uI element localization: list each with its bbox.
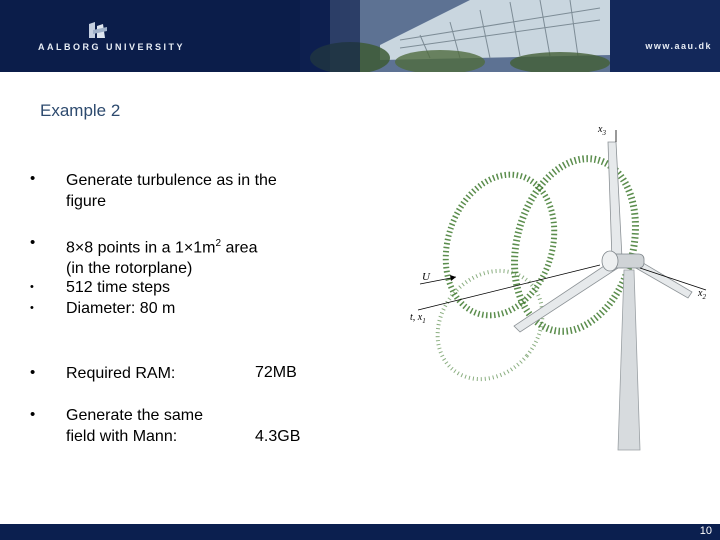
mann-value: 4.3GB (255, 428, 301, 445)
turbine-blade-up (608, 142, 622, 260)
bullet-4-marker: • (30, 302, 34, 314)
label-x3: $x_3$ (598, 124, 606, 137)
university-name: AALBORG UNIVERSITY (38, 42, 186, 52)
slide-title: Example 2 (40, 101, 121, 120)
turbine-tower (618, 270, 640, 450)
footer-bar (0, 524, 720, 540)
wind-turbine-figure (400, 120, 716, 455)
bullet-6-text: Generate the same field with Mann: (66, 407, 203, 445)
site-url: www.aau.dk (645, 41, 712, 51)
ram-value: 72MB (255, 364, 297, 381)
bullet-2-text: 8×8 points in a $1\times 1m^2$ area (in the rotorplane) (66, 238, 258, 278)
university-logo-icon (87, 22, 109, 40)
turbine-hub (602, 251, 618, 271)
bullet-1-text: Generate turbulence as in the figure (66, 172, 277, 210)
bullet-5-marker: • (30, 364, 36, 381)
label-t-x1: t, $x_1$ (410, 312, 426, 325)
bullet-2-marker: • (30, 234, 36, 251)
label-x2: $x_2$ (698, 288, 706, 301)
bullet-1-marker: • (30, 170, 36, 187)
bullet-3-text: 512 time steps (66, 279, 171, 296)
header-banner (0, 0, 720, 72)
bullet-5-text: Required RAM: (66, 365, 176, 382)
bullet-3-marker: • (30, 281, 34, 293)
page-number: 10 (699, 525, 712, 537)
bullet-4-text: Diameter: 80 m (66, 300, 176, 317)
bullet-6-marker: • (30, 406, 36, 423)
wind-arrow-head-icon (450, 275, 456, 281)
label-u: U (422, 271, 430, 283)
